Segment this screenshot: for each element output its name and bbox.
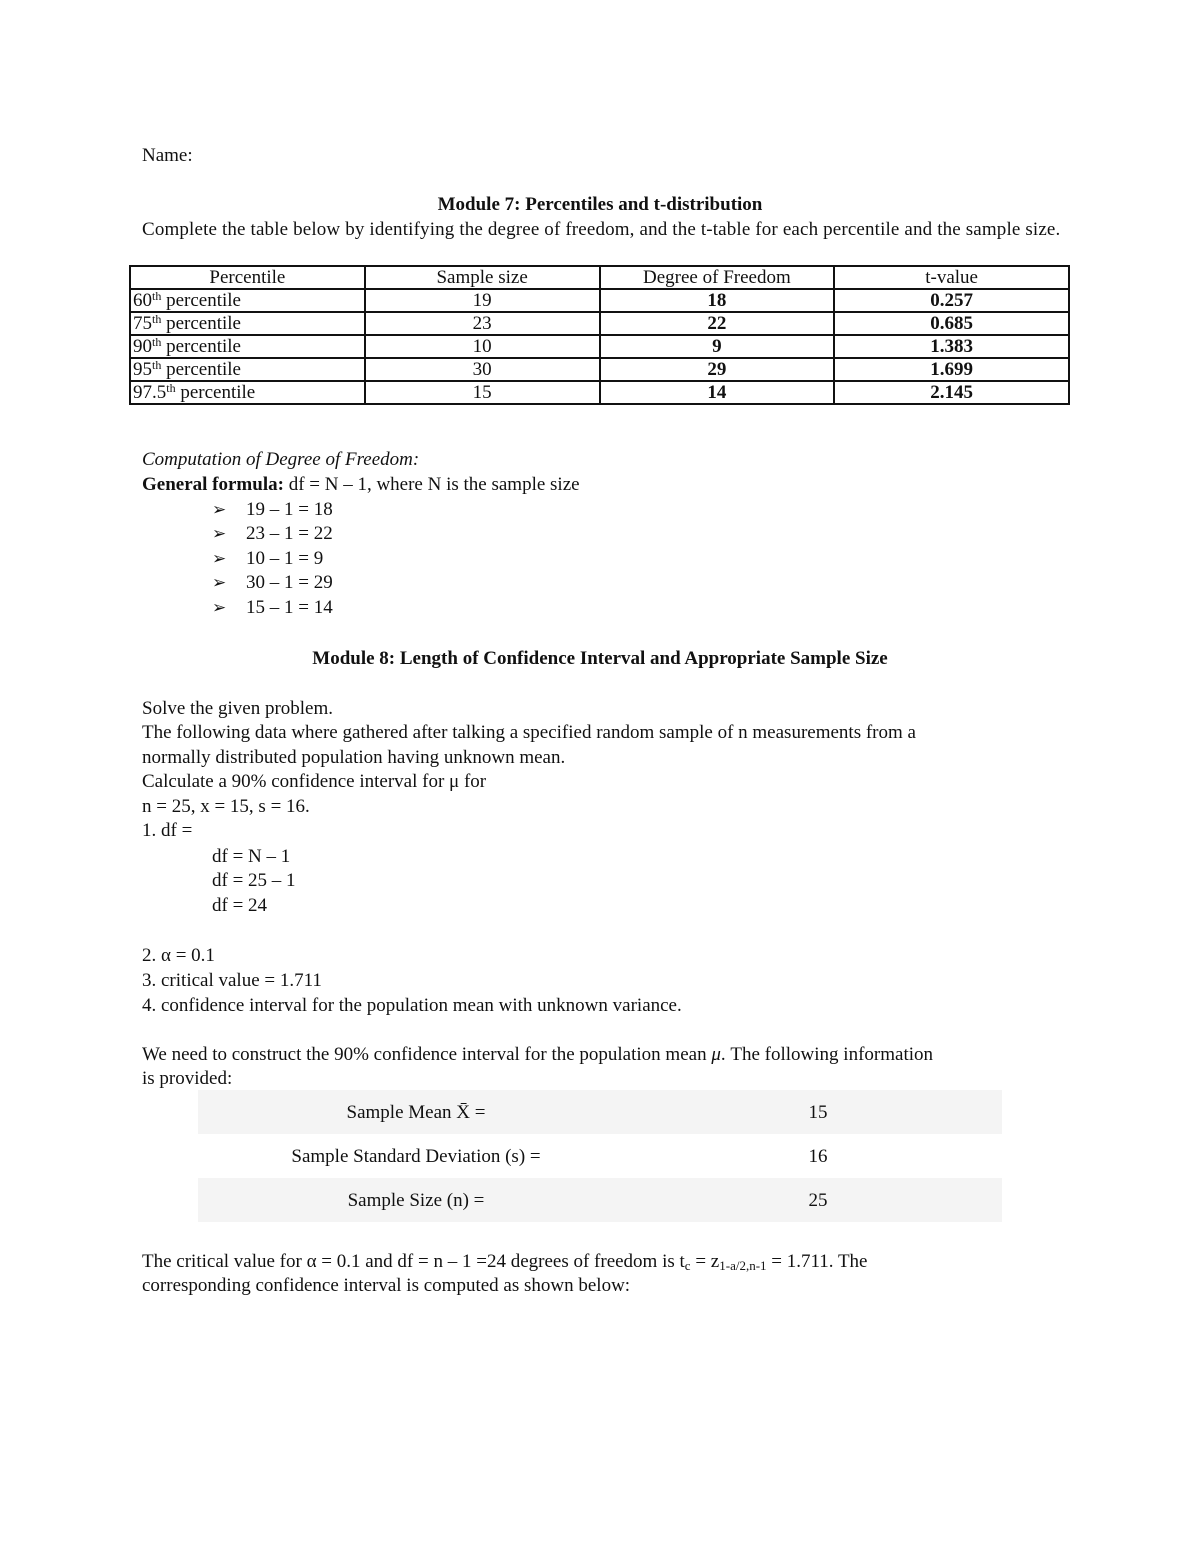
general-formula xyxy=(142,472,580,497)
intro-line: normally distributed population having unknown mean. xyxy=(142,747,566,768)
list-item: ➢ 10 – 1 = 9 xyxy=(212,548,324,569)
module7-instruction: Complete the table below by identifying the degree of freedom, and the t-table for each percentile and the sample size. xyxy=(142,219,1061,240)
table-row xyxy=(130,289,1069,312)
arrow-bullet-icon: ➢ xyxy=(212,500,227,519)
computation-title: Computation of Degree of Freedom: xyxy=(142,449,420,470)
arrow-bullet-icon: ➢ xyxy=(212,549,227,568)
sample-size-cell: 23 xyxy=(365,312,600,335)
table-row xyxy=(130,358,1069,381)
sample-size-cell: 10 xyxy=(365,335,600,358)
t-value-cell: 1.699 xyxy=(834,358,1069,381)
df-cell: 14 xyxy=(600,381,835,404)
intro-line: Calculate a 90% confidence interval for μ for xyxy=(142,771,487,792)
percentile-t-table xyxy=(129,265,1070,405)
info-label: Sample Standard Deviation (s) = xyxy=(291,1145,541,1167)
module8-title: Module 8: Length of Confidence Interval and Appropriate Sample Size xyxy=(312,648,888,669)
df-step: df = 25 – 1 xyxy=(212,870,296,891)
header-t-value: t-value xyxy=(834,266,1069,289)
intro-line: 1. df = xyxy=(142,820,193,841)
table-header-row xyxy=(130,266,1069,289)
df-step: df = N – 1 xyxy=(212,846,291,867)
intro-line: The following data where gathered after talking a specified random sample of n measurements from a xyxy=(142,722,916,743)
list-item: ➢ 23 – 1 = 22 xyxy=(212,523,333,544)
percentile-cell: 60th percentile xyxy=(130,289,365,312)
mu-symbol: μ xyxy=(711,1044,721,1065)
list-item: ➢ 30 – 1 = 29 xyxy=(212,572,333,593)
header-percentile: Percentile xyxy=(130,266,365,289)
table-row xyxy=(130,381,1069,404)
t-value-cell: 0.257 xyxy=(834,289,1069,312)
info-value: 25 xyxy=(808,1189,828,1211)
info-label: Sample Size (n) = xyxy=(347,1189,485,1211)
sample-size-cell: 30 xyxy=(365,358,600,381)
sample-info-table xyxy=(198,1090,1002,1222)
intro-line: n = 25, x = 15, s = 16. xyxy=(142,796,310,817)
name-label: Name: xyxy=(142,145,193,166)
table-row xyxy=(130,335,1069,358)
info-value: 16 xyxy=(808,1145,828,1167)
table-row xyxy=(198,1134,1002,1178)
critical-paragraph: The critical value for α = 0.1 and df = n – 1 =24 degrees of freedom is $t_c = z_{1-a/2,n-1} = 1.711$. The xyxy=(142,1251,868,1273)
arrow-bullet-icon: ➢ xyxy=(212,598,227,617)
info-label: Sample Mean X̄ = xyxy=(346,1101,486,1123)
sample-size-cell: 19 xyxy=(365,289,600,312)
arrow-bullet-icon: ➢ xyxy=(212,573,227,592)
t-value-cell: 0.685 xyxy=(834,312,1069,335)
intro-line: Solve the given problem. xyxy=(142,698,334,719)
t-value-cell: 1.383 xyxy=(834,335,1069,358)
df-cell: 29 xyxy=(600,358,835,381)
table-row xyxy=(130,312,1069,335)
percentile-cell: 75th percentile xyxy=(130,312,365,335)
df-cell: 9 xyxy=(600,335,835,358)
construct-paragraph-2: is provided: xyxy=(142,1068,233,1089)
percentile-cell: 97.5th percentile xyxy=(130,381,365,404)
percentile-cell: 95th percentile xyxy=(130,358,365,381)
df-step: df = 24 xyxy=(212,895,268,916)
numbered-step: 2. α = 0.1 xyxy=(142,945,215,966)
df-cell: 18 xyxy=(600,289,835,312)
general-formula-label: General formula: xyxy=(142,474,284,495)
table-row xyxy=(198,1178,1002,1222)
numbered-step: 3. critical value = 1.711 xyxy=(142,970,322,991)
module7-title: Module 7: Percentiles and t-distribution xyxy=(437,194,763,215)
df-cell: 22 xyxy=(600,312,835,335)
table-row xyxy=(198,1090,1002,1134)
general-formula-text: df = N – 1, where N is the sample size xyxy=(283,474,580,495)
list-item: ➢ 15 – 1 = 14 xyxy=(212,597,333,618)
header-degree-of-freedom: Degree of Freedom xyxy=(600,266,835,289)
numbered-step: 4. confidence interval for the population mean with unknown variance. xyxy=(142,995,682,1016)
t-value-cell: 2.145 xyxy=(834,381,1069,404)
percentile-cell: 90th percentile xyxy=(130,335,365,358)
construct-paragraph: We need to construct the 90% confidence interval for the population mean μ. The following information xyxy=(142,1044,934,1065)
list-item: ➢ 19 – 1 = 18 xyxy=(212,499,333,520)
info-value: 15 xyxy=(808,1101,828,1123)
critical-paragraph-2: corresponding confidence interval is computed as shown below: xyxy=(142,1275,631,1296)
arrow-bullet-icon: ➢ xyxy=(212,524,227,543)
header-sample-size: Sample size xyxy=(365,266,600,289)
sample-size-cell: 15 xyxy=(365,381,600,404)
